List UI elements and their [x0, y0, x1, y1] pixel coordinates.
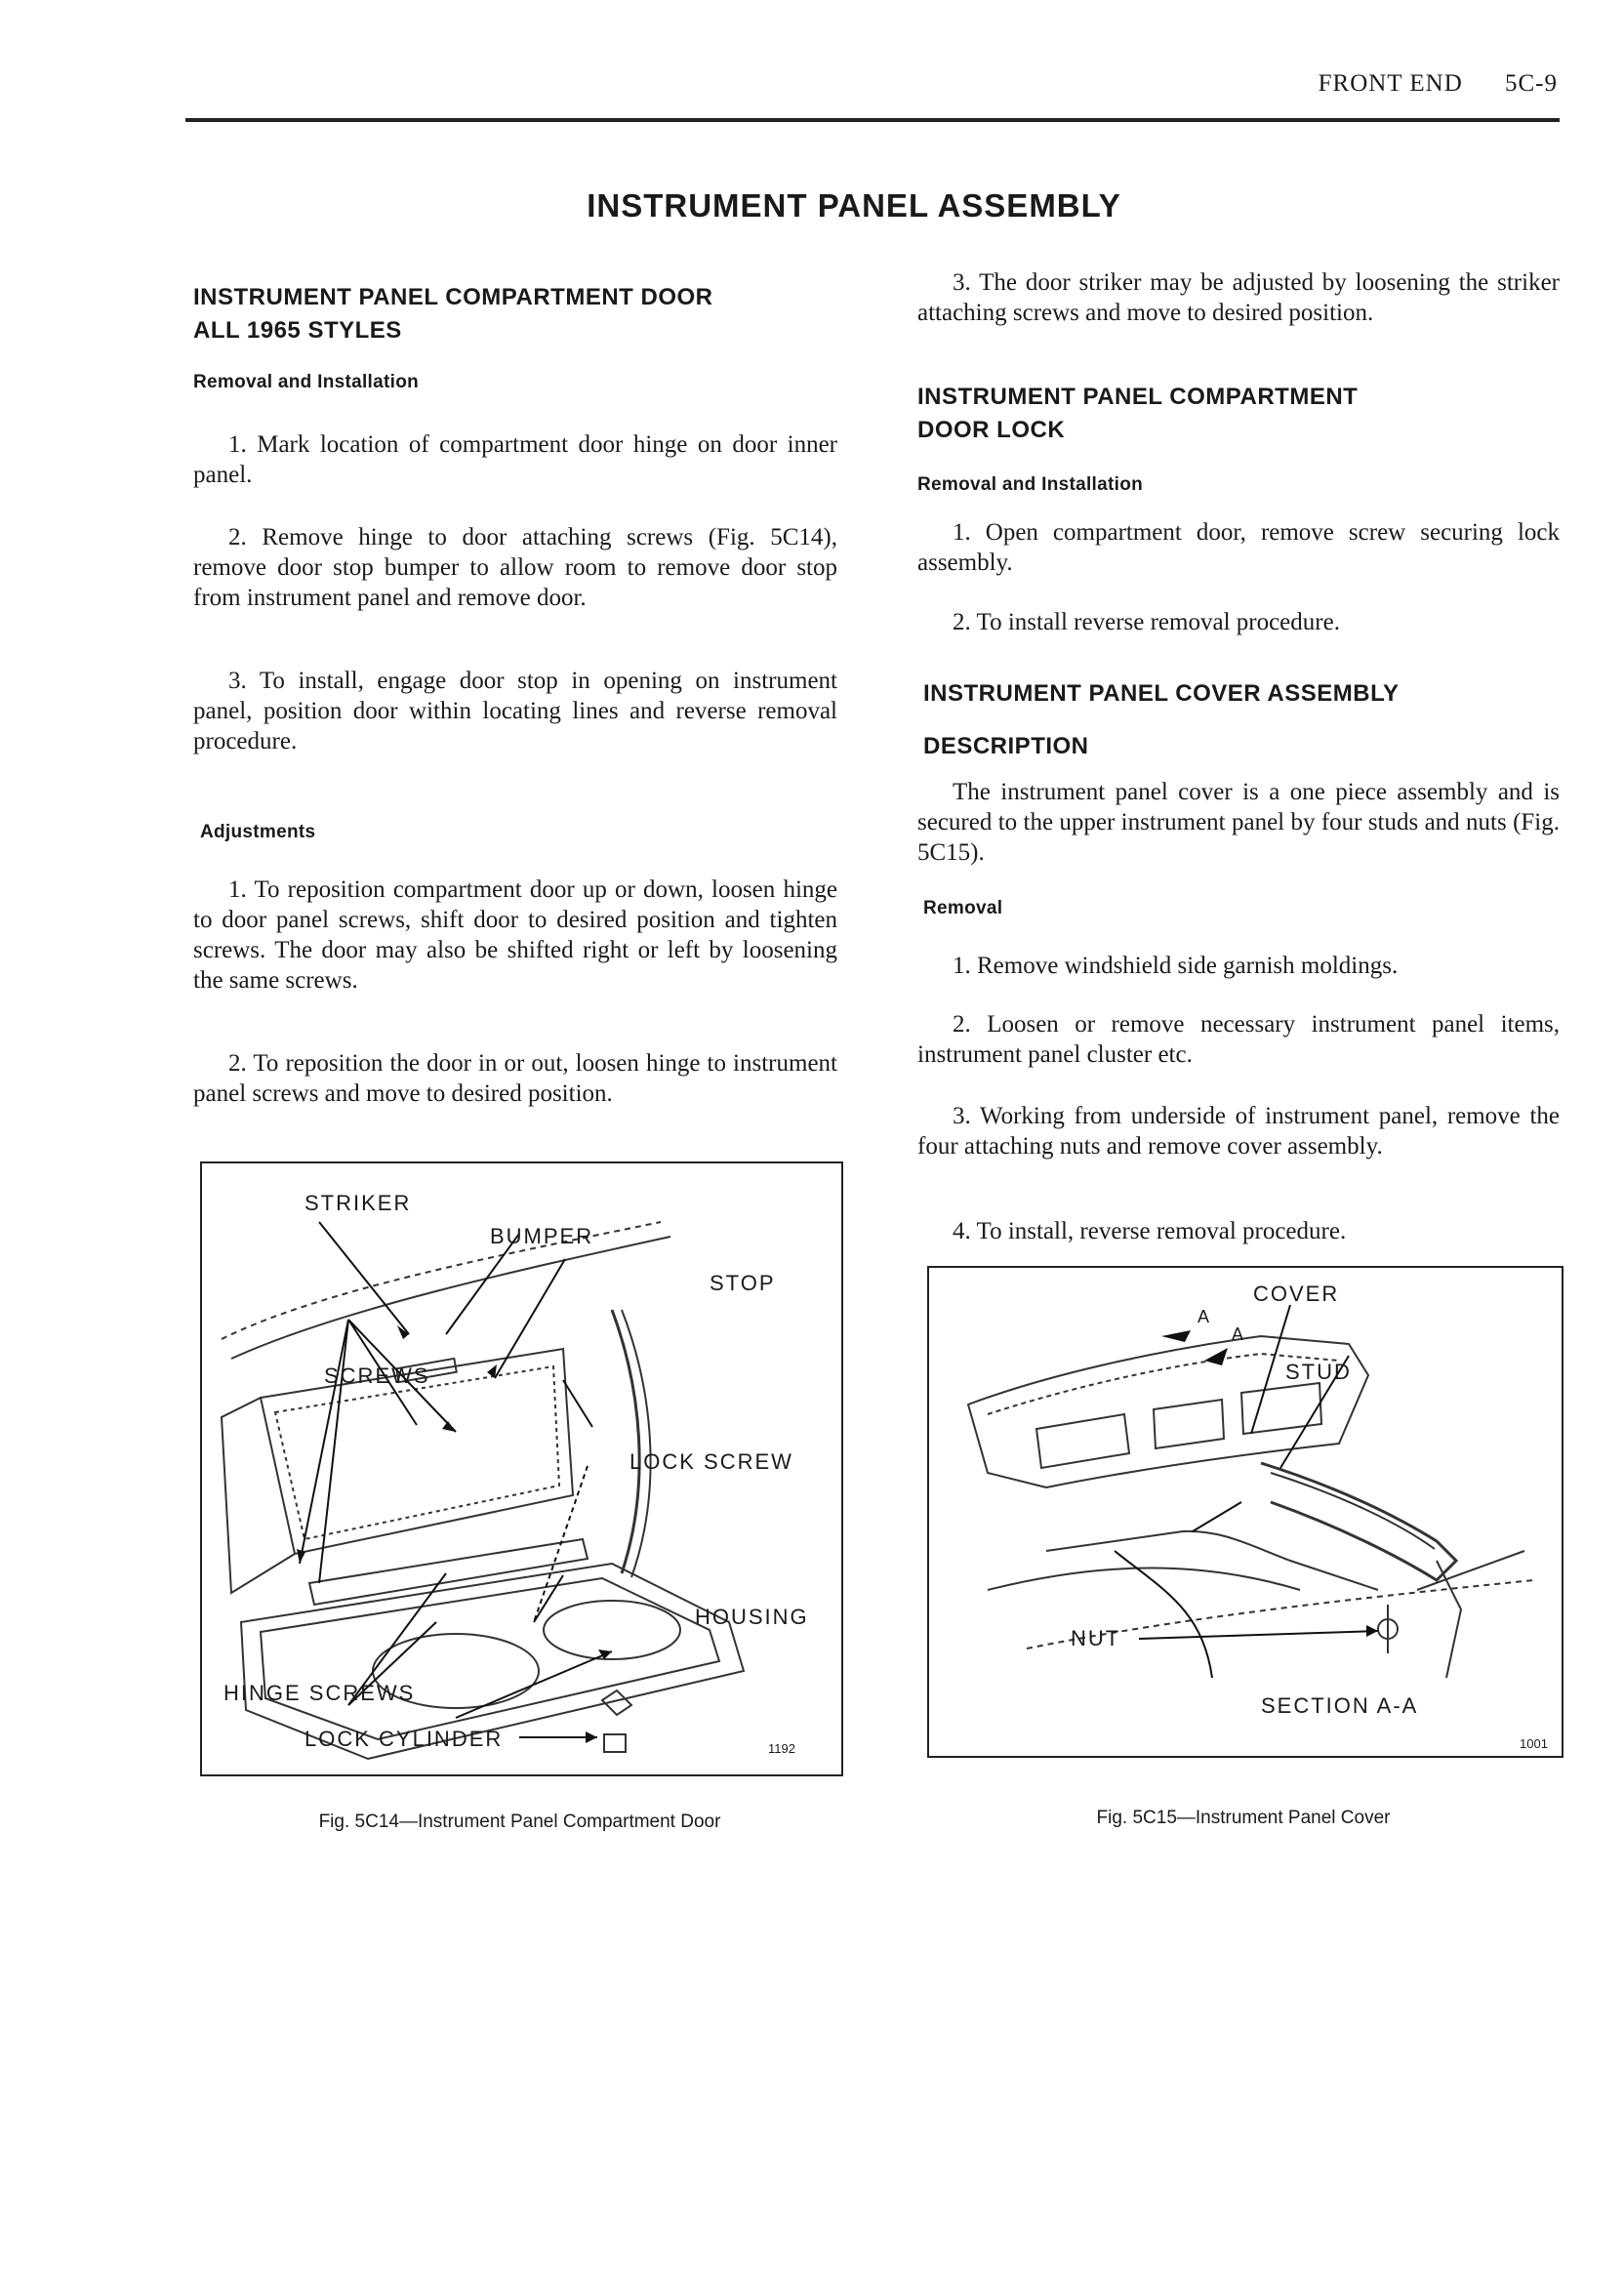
right-lock-step-2: 2. To install reverse removal procedure.: [953, 609, 1340, 635]
label-lock-screw: LOCK SCREW: [629, 1449, 793, 1474]
right-cover-step-1: 1. Remove windshield side garnish moldings.: [953, 953, 1399, 979]
right-cover-step-4: 4. To install, reverse removal procedure.: [953, 1218, 1347, 1244]
left-step-1: 1. Mark location of compartment door hinge on door inner panel.: [193, 431, 837, 488]
label-section-a-a: SECTION A-A: [1261, 1693, 1419, 1718]
right-lock-step-1: 1. Open compartment door, remove screw securing lock assembly.: [917, 519, 1560, 576]
figure-instrument-panel-cover: [927, 1266, 1563, 1758]
header-section: FRONT END: [1318, 70, 1463, 97]
left-subheading-adjustments: Adjustments: [200, 822, 316, 842]
figure-2-caption: Fig. 5C15—Instrument Panel Cover: [1096, 1808, 1391, 1828]
page-title: INSTRUMENT PANEL ASSEMBLY: [587, 187, 1121, 224]
figure-1-caption: Fig. 5C14—Instrument Panel Compartment Door: [318, 1812, 721, 1832]
left-step-3: 3. To install, engage door stop in opening on instrument panel, position door within locating lines and reverse removal procedure.: [193, 668, 837, 754]
right-description-text: The instrument panel cover is a one piece assembly and is secured to the upper instrument panel by four studs and nuts (Fig. 5C15).: [917, 779, 1560, 866]
left-heading-line1: INSTRUMENT PANEL COMPARTMENT DOOR: [193, 284, 713, 310]
header-rule: [185, 118, 1560, 122]
label-stop: STOP: [710, 1271, 776, 1295]
header-page-number: 5C-9: [1505, 70, 1558, 97]
label-screws: SCREWS: [324, 1364, 430, 1388]
right-cover-step-2: 2. Loosen or remove necessary instrument panel items, instrument panel cluster etc.: [917, 1011, 1560, 1068]
label-stud: STUD: [1285, 1360, 1352, 1384]
right-heading-lock-line1: INSTRUMENT PANEL COMPARTMENT: [917, 384, 1359, 410]
right-subheading-cover-removal: Removal: [923, 898, 1003, 918]
label-nut: NUT: [1071, 1626, 1121, 1650]
label-lock-cylinder: LOCK CYLINDER: [304, 1727, 504, 1751]
right-heading-description: DESCRIPTION: [923, 733, 1089, 759]
label-section-marker-2: A: [1232, 1324, 1246, 1344]
figure-compartment-door: [200, 1161, 843, 1776]
label-hinge-screws: HINGE SCREWS: [223, 1681, 416, 1705]
label-bumper: BUMPER: [490, 1224, 594, 1248]
label-housing: HOUSING: [695, 1605, 809, 1629]
left-heading-line2: ALL 1965 STYLES: [193, 317, 402, 344]
right-cover-step-3: 3. Working from underside of instrument panel, remove the four attaching nuts and remove cover assembly.: [917, 1103, 1560, 1160]
right-heading-cover-assembly: INSTRUMENT PANEL COVER ASSEMBLY: [923, 680, 1400, 707]
right-subheading-removal: Removal and Installation: [917, 474, 1144, 495]
label-cover: COVER: [1253, 1282, 1340, 1306]
figure-2-number: 1001: [1520, 1736, 1548, 1751]
left-step-2: 2. Remove hinge to door attaching screws (Fig. 5C14), remove door stop bumper to allow room to remove door stop from instrument panel and remove door.: [193, 524, 837, 611]
figure-1-number: 1192: [768, 1741, 795, 1756]
left-subheading-removal: Removal and Installation: [193, 372, 420, 392]
label-section-marker-1: A: [1198, 1307, 1212, 1326]
left-adjust-step-2: 2. To reposition the door in or out, loosen hinge to instrument panel screws and move to desired position.: [193, 1050, 837, 1107]
label-striker: STRIKER: [304, 1191, 412, 1215]
right-heading-lock-line2: DOOR LOCK: [917, 417, 1066, 443]
right-step-3-striker: 3. The door striker may be adjusted by loosening the striker attaching screws and move to desired position.: [917, 269, 1560, 326]
left-adjust-step-1: 1. To reposition compartment door up or down, loosen hinge to door panel screws, shift door to desired position and tighten screws. The door may also be shifted right or left by loosening the same screws.: [193, 876, 837, 994]
running-header: [1283, 70, 1558, 98]
